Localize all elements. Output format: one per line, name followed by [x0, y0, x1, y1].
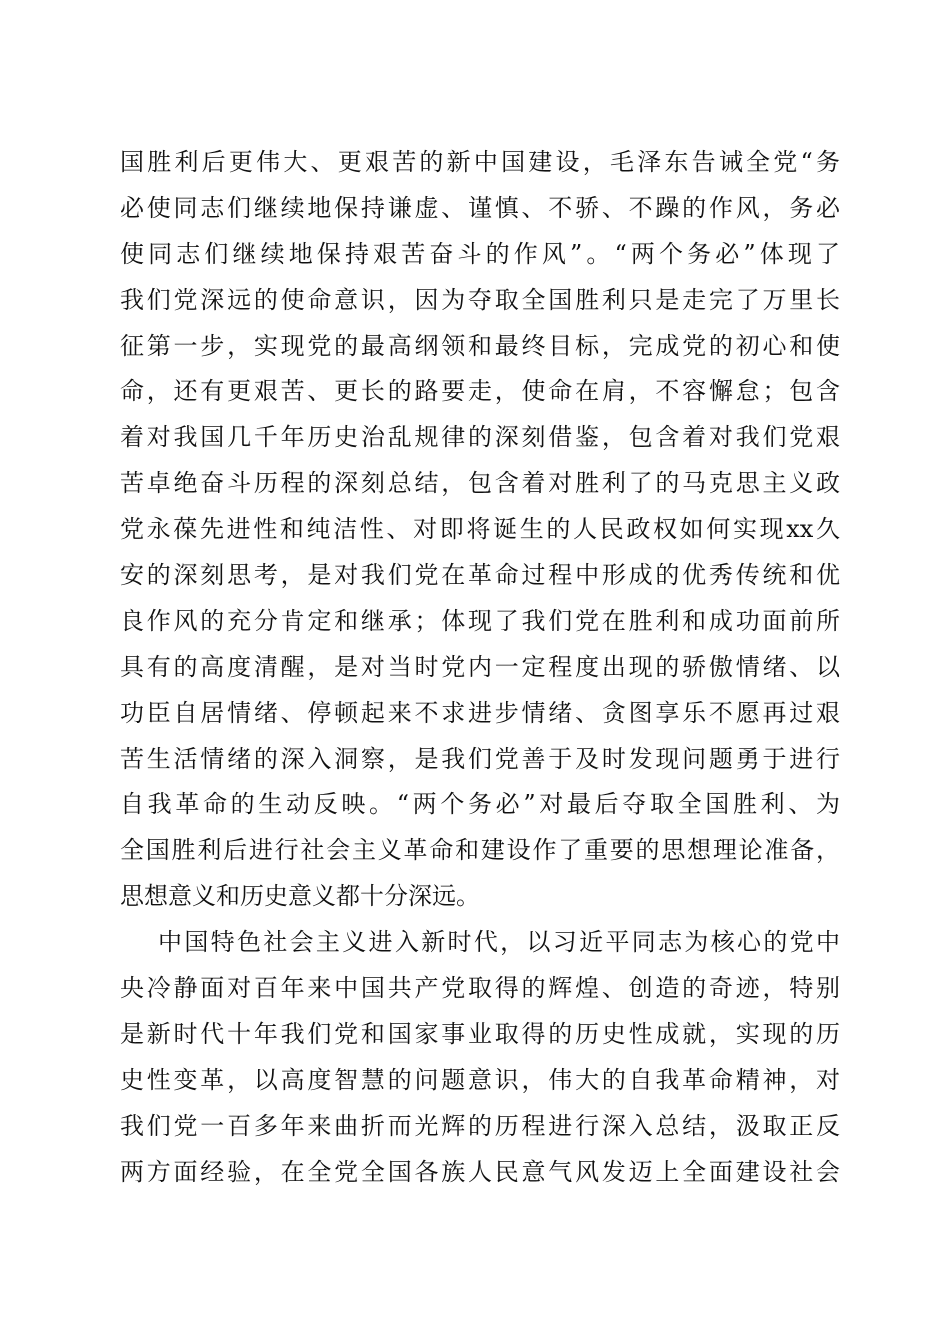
- text-line: 具有的高度清醒，是对当时党内一定程度出现的骄傲情绪、以: [120, 652, 840, 681]
- text-line: 是新时代十年我们党和国家事业取得的历史性成就，实现的历: [120, 1019, 840, 1048]
- text-line: 使同志们继续地保持艰苦奋斗的作风”。“两个务必”体现了: [120, 239, 840, 268]
- text-line: 中国特色社会主义进入新时代，以习近平同志为核心的党中: [158, 928, 840, 957]
- text-line: 命，还有更艰苦、更长的路要走，使命在肩，不容懈怠；包含: [120, 377, 840, 406]
- body-text: [120, 140, 840, 1195]
- text-line: 苦生活情绪的深入洞察，是我们党善于及时发现问题勇于进行: [120, 744, 840, 773]
- paragraph-1: [120, 140, 840, 920]
- text-line: 着对我国几千年历史治乱规律的深刻借鉴，包含着对我们党艰: [120, 423, 840, 452]
- text-line: 思想意义和历史意义都十分深远。: [120, 882, 480, 911]
- text-line: 两方面经验，在全党全国各族人民意气风发迈上全面建设社会: [120, 1157, 840, 1186]
- text-line: 安的深刻思考，是对我们党在革命过程中形成的优秀传统和优: [120, 561, 840, 590]
- text-line: 我们党一百多年来曲折而光辉的历程进行深入总结，汲取正反: [120, 1111, 840, 1140]
- text-line: 良作风的充分肯定和继承；体现了我们党在胜利和成功面前所: [120, 606, 840, 635]
- text-line: 央冷静面对百年来中国共产党取得的辉煌、创造的奇迹，特别: [120, 974, 840, 1003]
- text-line: 自我革命的生动反映。“两个务必”对最后夺取全国胜利、为: [120, 790, 840, 819]
- text-line: 国胜利后更伟大、更艰苦的新中国建设，毛泽东告诫全党“务: [120, 148, 840, 176]
- text-line: 必使同志们继续地保持谦虚、谨慎、不骄、不躁的作风，务必: [120, 193, 840, 222]
- text-line: 全国胜利后进行社会主义革命和建设作了重要的思想理论准备，: [120, 836, 840, 865]
- text-line: 征第一步，实现党的最高纲领和最终目标，完成党的初心和使: [120, 331, 840, 360]
- text-line: 我们党深远的使命意识，因为夺取全国胜利只是走完了万里长: [120, 285, 840, 314]
- text-line: 苦卓绝奋斗历程的深刻总结，包含着对胜利了的马克思主义政: [120, 469, 840, 498]
- text-line: 史性变革，以高度智慧的问题意识，伟大的自我革命精神，对: [120, 1065, 840, 1094]
- paragraph-2: [120, 920, 840, 1195]
- text-line: 党永葆先进性和纯洁性、对即将诞生的人民政权如何实现xx久: [120, 515, 840, 544]
- text-line: 功臣自居情绪、停顿起来不求进步情绪、贪图享乐不愿再过艰: [120, 698, 840, 727]
